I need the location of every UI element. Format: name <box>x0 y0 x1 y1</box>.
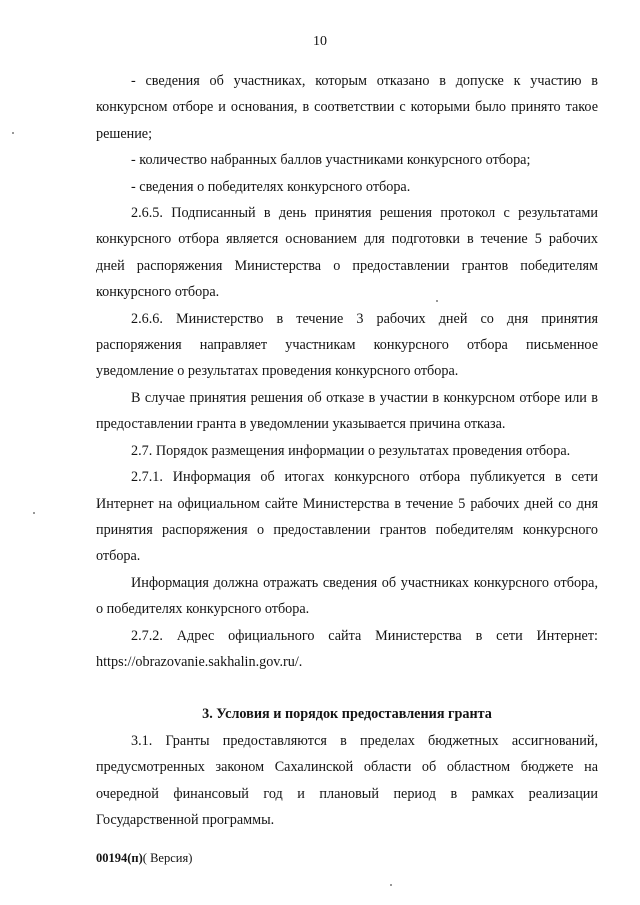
scan-speck <box>390 884 392 886</box>
document-version: ( Версия) <box>142 851 193 865</box>
list-item-winners: - сведения о победителях конкурсного отбора. <box>131 178 411 195</box>
page-number: 10 <box>313 34 327 49</box>
paragraph-2-7-1: 2.7.1. Информация об итогах конкурсного отбора публикуется в сети Интернет на официальном сайте Министерства в течение 5 рабочих дней со дня принятия распоряжения о предоставлении грантов победителям конкурсного отбора. <box>96 469 598 565</box>
list-item-rejected-participants: - сведения об участниках, которым отказано в допуске к участию в конкурсном отборе и основания, в соответствии с которыми было принято такое решение; <box>96 73 598 142</box>
paragraph-2-6-6: 2.6.6. Министерство в течение 3 рабочих дней со дня принятия распоряжения направляет участникам конкурсного отбора письменное уведомление о результатах проведения конкурсного отбора. <box>96 310 598 380</box>
scan-speck <box>436 300 438 302</box>
scan-speck <box>33 512 35 514</box>
list-item-scores: - количество набранных баллов участниками конкурсного отбора; <box>131 152 531 169</box>
document-code: 00194(п) <box>96 851 143 865</box>
scan-speck <box>12 132 14 134</box>
paragraph-2-6-5: 2.6.5. Подписанный в день принятия решения протокол с результатами конкурсного отбора является основанием для подготовки в течение 5 рабочих дней распоряжения Министерства о предоставлении грантов победителям конкурсного отбора. <box>96 205 598 301</box>
paragraph-2-7-2: 2.7.2. Адрес официального сайта Министерства в сети Интернет: https://obrazovanie.sakhalin.gov.ru/. <box>96 627 598 670</box>
paragraph-information-content: Информация должна отражать сведения об участниках конкурсного отбора, о победителях конкурсного отбора. <box>96 574 598 618</box>
document-footer <box>96 851 192 866</box>
section-heading: 3. Условия и порядок предоставления гранта <box>202 706 492 723</box>
paragraph-2-7: 2.7. Порядок размещения информации о результатах проведения отбора. <box>131 442 571 459</box>
paragraph-refusal-reason: В случае принятия решения об отказе в участии в конкурсном отборе или в предоставлении гранта в уведомлении указывается причина отказа. <box>96 389 598 433</box>
paragraph-3-1: 3.1. Гранты предоставляются в пределах бюджетных ассигнований, предусмотренных законом Сахалинской области об областном бюджете на очередной финансовый год и плановый период в рамках реализации Государственной программы. <box>96 732 598 828</box>
document-body <box>96 68 598 833</box>
